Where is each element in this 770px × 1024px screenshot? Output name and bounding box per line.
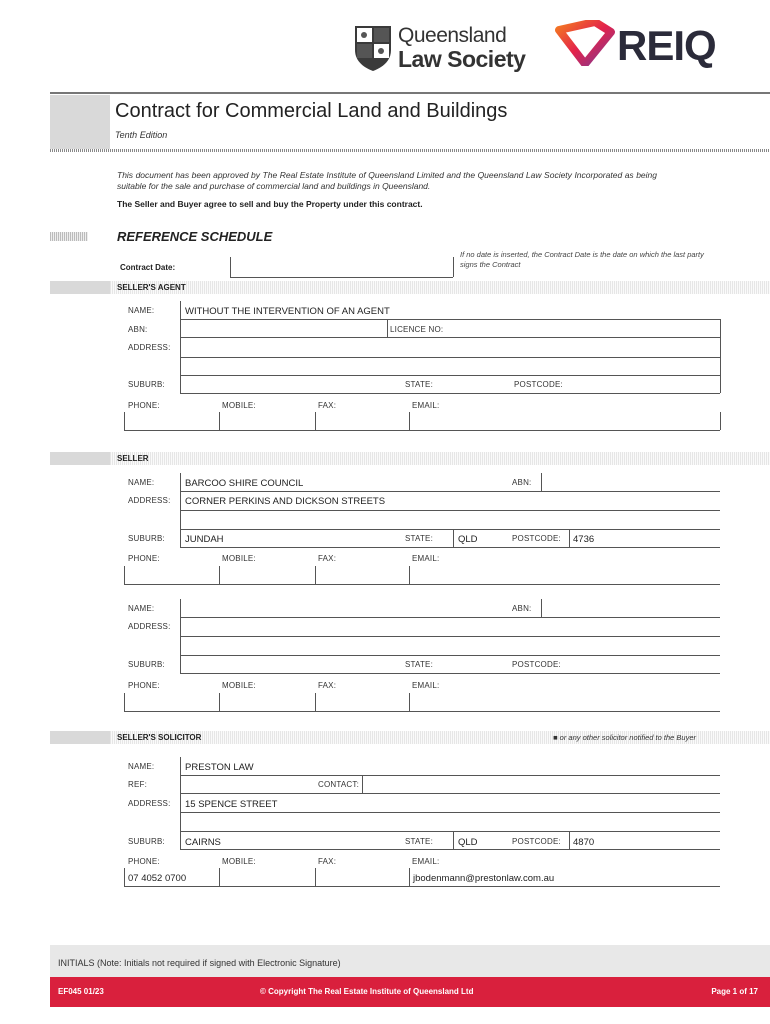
agent-name-box-bottom <box>180 319 720 320</box>
seller2-fax-label: FAX: <box>318 681 337 690</box>
agent-suburb-box-bottom <box>180 393 720 394</box>
seller2-suburb-box-bottom <box>180 673 720 674</box>
sellers-agent-section-bar <box>50 281 770 294</box>
footer-bar <box>50 977 770 1007</box>
sellers-solicitor-section-bar <box>50 731 770 744</box>
seller2-email-box-left <box>409 693 410 711</box>
seller2-contact-box-bottom <box>124 711 720 712</box>
seller2-email-label: EMAIL: <box>412 681 440 690</box>
seller2-state-label: STATE: <box>405 660 434 669</box>
agent-licence-label: LICENCE NO: <box>390 325 444 334</box>
solicitor-email-box-left <box>409 868 410 886</box>
qls-logo-line1: Queensland <box>398 24 507 47</box>
solicitor-mobile-label: MOBILE: <box>222 857 256 866</box>
agent-name-label: NAME: <box>128 306 155 315</box>
agent-licence-divider <box>387 319 388 337</box>
agent-contact-box-bottom <box>124 430 720 431</box>
agent-abn-box-bottom <box>180 337 720 338</box>
seller2-abn-label: ABN: <box>512 604 532 613</box>
document-edition: Tenth Edition <box>115 130 168 140</box>
qls-logo-line2: Law Society <box>398 46 526 72</box>
solicitor-phone-label: PHONE: <box>128 857 160 866</box>
agent-email-label: EMAIL: <box>412 401 440 410</box>
contract-date-box-bottom <box>230 277 453 278</box>
solicitor-ref-box-bottom <box>180 793 720 794</box>
solicitor-postcode-field[interactable]: 4870 <box>573 837 595 848</box>
seller2-fax-box-left <box>315 693 316 711</box>
seller2-mobile-box-left <box>219 693 220 711</box>
seller1-name-label: NAME: <box>128 478 155 487</box>
no-date-note: If no date is inserted, the Contract Date is the date on which the last party signs the Contract <box>460 250 704 269</box>
seller1-postcode-box-left <box>569 529 570 547</box>
seller1-state-label: STATE: <box>405 534 434 543</box>
seller1-suburb-box-left <box>180 529 181 547</box>
agent-abn-box-left <box>180 319 181 337</box>
solicitor-suburb-field[interactable]: CAIRNS <box>185 837 221 848</box>
seller1-contact-box-bottom <box>124 584 720 585</box>
solicitor-suburb-box-bottom <box>180 849 720 850</box>
agent-address-line2 <box>180 375 720 376</box>
seller1-abn-box-left <box>541 473 542 491</box>
document-title: Contract for Commercial Land and Buildings <box>115 100 508 122</box>
solicitor-state-label: STATE: <box>405 837 434 846</box>
seller1-suburb-field[interactable]: JUNDAH <box>185 534 224 545</box>
qls-shield-icon <box>353 24 393 72</box>
solicitor-suburb-label: SUBURB: <box>128 837 165 846</box>
reiq-logo-text: REIQ <box>617 22 716 69</box>
agent-suburb-box-left <box>180 375 181 393</box>
solicitor-ref-label: REF: <box>128 780 148 789</box>
contract-date-label: Contract Date: <box>120 263 176 272</box>
seller1-address-line1 <box>180 510 720 511</box>
form-code: EF045 01/23 <box>58 987 104 996</box>
seller1-fax-label: FAX: <box>318 554 337 563</box>
title-top-rule <box>50 92 770 94</box>
seller2-address-line1 <box>180 636 720 637</box>
approval-statement: This document has been approved by The Real Estate Institute of Queensland Limited and the Queensland Law Society Incorporated as being suitable for the sale and purchase of commercial land and buildings in Queensland. <box>117 170 657 191</box>
seller2-address-line2 <box>180 655 720 656</box>
solicitor-phone-box-left <box>124 868 125 886</box>
agent-mobile-label: MOBILE: <box>222 401 256 410</box>
solicitor-note: ■ or any other solicitor notified to the Buyer <box>553 733 696 742</box>
solicitor-phone-field[interactable]: 07 4052 0700 <box>128 873 187 884</box>
seller1-phone-box-left <box>124 566 125 584</box>
seller1-mobile-label: MOBILE: <box>222 554 256 563</box>
seller1-fax-box-left <box>315 566 316 584</box>
sellers-agent-section-title: SELLER'S AGENT <box>117 283 186 292</box>
seller1-suburb-box-bottom <box>180 547 720 548</box>
seller2-name-label: NAME: <box>128 604 155 613</box>
solicitor-address-field[interactable]: 15 SPENCE STREET <box>185 799 278 810</box>
solicitor-fax-box-left <box>315 868 316 886</box>
seller1-state-field[interactable]: QLD <box>458 534 478 545</box>
contract-date-field[interactable] <box>236 263 446 275</box>
agent-contact-box-right <box>720 412 721 430</box>
agent-fax-box-left <box>315 412 316 430</box>
seller1-abn-label: ABN: <box>512 478 532 487</box>
agent-email-box-left <box>409 412 410 430</box>
solicitor-address-line1 <box>180 812 720 813</box>
sellers-solicitor-section-title: SELLER'S SOLICITOR <box>117 733 202 742</box>
seller2-phone-box-left <box>124 693 125 711</box>
seller-section-bar <box>50 452 770 465</box>
seller1-postcode-label: POSTCODE: <box>512 534 561 543</box>
agent-mobile-box-left <box>219 412 220 430</box>
seller1-address-label: ADDRESS: <box>128 496 171 505</box>
solicitor-name-box-bottom <box>180 775 720 776</box>
title-bottom-rule <box>50 149 770 152</box>
agreement-statement: The Seller and Buyer agree to sell and buy the Property under this contract. <box>117 199 423 209</box>
agent-address-line1 <box>180 357 720 358</box>
solicitor-fax-label: FAX: <box>318 857 337 866</box>
seller1-suburb-label: SUBURB: <box>128 534 165 543</box>
solicitor-name-box-left <box>180 757 181 775</box>
seller1-mobile-box-left <box>219 566 220 584</box>
seller2-name-box-bottom <box>180 617 720 618</box>
agent-abn-label: ABN: <box>128 325 148 334</box>
agent-address-box-left <box>180 337 181 375</box>
seller1-name-box-left <box>180 473 181 491</box>
seller1-address-field[interactable]: CORNER PERKINS AND DICKSON STREETS <box>185 496 386 507</box>
agent-suburb-label: SUBURB: <box>128 380 165 389</box>
agent-name-box-left <box>180 301 181 319</box>
solicitor-contact-box-bottom <box>124 886 720 887</box>
agent-address-box-right <box>720 337 721 375</box>
seller1-name-box-bottom <box>180 491 720 492</box>
seller2-postcode-label: POSTCODE: <box>512 660 561 669</box>
solicitor-postcode-label: POSTCODE: <box>512 837 561 846</box>
agent-name-field[interactable]: WITHOUT THE INTERVENTION OF AN AGENT <box>185 306 390 317</box>
seller1-postcode-field[interactable]: 4736 <box>573 534 595 545</box>
seller1-address-line2 <box>180 529 720 530</box>
seller2-abn-box-left <box>541 599 542 617</box>
seller2-address-label: ADDRESS: <box>128 622 171 631</box>
solicitor-email-field[interactable]: jbodenmann@prestonlaw.com.au <box>413 873 555 884</box>
copyright-text: © Copyright The Real Estate Institute of Queensland Ltd <box>260 987 474 996</box>
agent-address-label: ADDRESS: <box>128 343 171 352</box>
seller1-email-box-left <box>409 566 410 584</box>
solicitor-name-label: NAME: <box>128 762 155 771</box>
seller1-state-box-left <box>453 529 454 547</box>
solicitor-postcode-box-left <box>569 831 570 849</box>
seller2-name-box-left <box>180 599 181 617</box>
agent-phone-label: PHONE: <box>128 401 160 410</box>
agent-suburb-box-right <box>720 375 721 393</box>
solicitor-name-field[interactable]: PRESTON LAW <box>185 762 254 773</box>
page-number: Page 1 of 17 <box>711 987 758 996</box>
seller1-name-field[interactable]: BARCOO SHIRE COUNCIL <box>185 478 304 489</box>
contract-date-box-left <box>230 257 231 277</box>
solicitor-address-label: ADDRESS: <box>128 799 171 808</box>
reiq-logo-icon <box>555 20 615 66</box>
seller2-phone-label: PHONE: <box>128 681 160 690</box>
contract-date-box-right <box>453 257 454 277</box>
seller2-suburb-label: SUBURB: <box>128 660 165 669</box>
agent-state-label: STATE: <box>405 380 434 389</box>
agent-postcode-label: POSTCODE: <box>514 380 563 389</box>
solicitor-suburb-box-left <box>180 831 181 849</box>
seller2-suburb-box-left <box>180 655 181 673</box>
solicitor-ref-box-left <box>180 775 181 793</box>
agent-abn-box-right <box>720 319 721 337</box>
seller1-email-label: EMAIL: <box>412 554 440 563</box>
solicitor-state-box-left <box>453 831 454 849</box>
solicitor-contact-box-left <box>362 775 363 793</box>
solicitor-email-label: EMAIL: <box>412 857 440 866</box>
title-side-block <box>50 95 110 149</box>
reference-side-block <box>50 232 88 241</box>
seller1-phone-label: PHONE: <box>128 554 160 563</box>
seller-section-title: SELLER <box>117 454 149 463</box>
solicitor-state-field[interactable]: QLD <box>458 837 478 848</box>
initials-note: INITIALS (Note: Initials not required if signed with Electronic Signature) <box>58 958 341 968</box>
solicitor-contact-label: CONTACT: <box>318 780 360 789</box>
agent-phone-box-left <box>124 412 125 430</box>
reference-schedule-title: REFERENCE SCHEDULE <box>117 229 273 244</box>
solicitor-mobile-box-left <box>219 868 220 886</box>
seller2-mobile-label: MOBILE: <box>222 681 256 690</box>
solicitor-address-line2 <box>180 831 720 832</box>
agent-fax-label: FAX: <box>318 401 337 410</box>
